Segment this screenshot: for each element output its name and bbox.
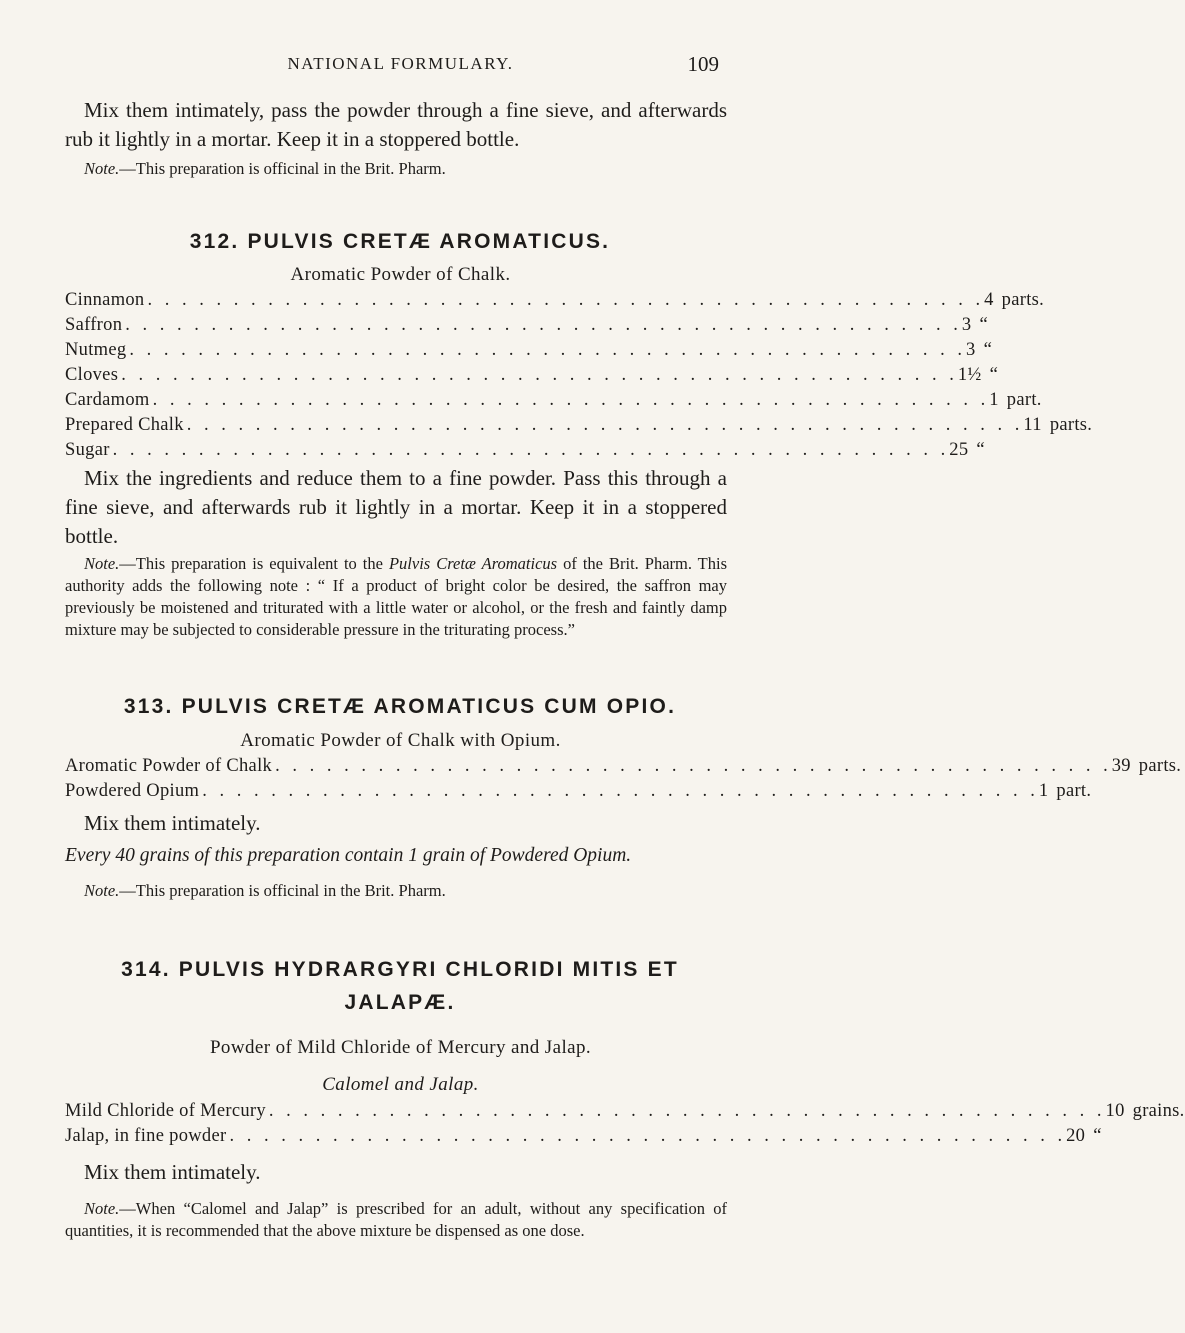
note-text-start: —This preparation is equivalent to the [119,554,389,573]
intro-paragraph: Mix them intimately, pass the powder through a fine sieve, and afterwards rub it lightly in a mortar. Keep it in a stoppered bottle. [65,98,727,151]
ingredient-name: Cardamom [65,390,150,410]
ingredient-name: Jalap, in fine powder [65,1126,227,1146]
section-312-note [65,553,727,641]
ingredient-unit: grains. [1132,1101,1185,1121]
intro-note [65,158,727,180]
section-314-note [65,1198,727,1242]
section-312-subtitle: Aromatic Powder of Chalk. [290,264,511,285]
ingredient-unit: “ [989,365,999,385]
ingredient-quantity: 25 [949,440,969,460]
ingredient-name: Sugar [65,440,110,460]
ingredient-unit: “ [1093,1126,1102,1146]
running-head: NATIONAL FORMULARY. [287,54,514,73]
ingredient-quantity: 3 [966,340,976,360]
section-314-title [40,953,760,1019]
section-313-ingredient-list [65,756,1182,806]
section-314-title-line-2: JALAPÆ. [344,991,456,1014]
ingredient-row [65,340,993,365]
ingredient-quantity: 10 [1105,1101,1125,1121]
ingredient-name: Aromatic Powder of Chalk [65,756,273,776]
ingredient-name: Powdered Opium [65,781,200,801]
ingredient-unit: “ [976,440,985,460]
ingredient-name: Nutmeg [65,340,127,360]
section-313-title: 313. PULVIS CRETÆ AROMATICUS CUM OPIO. [123,695,677,718]
note-label: Note. [84,159,120,178]
leader-dots: . . . . . . . . . . . . . . . . . . . . . . . . . . . . . . . . . . . . . . . . . . . . . . . . . [112,440,950,460]
leader-dots: . . . . . . . . . . . . . . . . . . . . . . . . . . . . . . . . . . . . . . . . . . . . . . . . . [152,390,990,410]
ingredient-name: Cinnamon [65,290,145,310]
note-cited-title: Pulvis Cretæ Aromaticus [388,554,558,573]
ingredient-row [65,1126,1102,1151]
ingredient-row [65,756,1182,781]
leader-dots: . . . . . . . . . . . . . . . . . . . . . . . . . . . . . . . . . . . . . . . . . . . . . . . . . [229,1126,1067,1146]
ingredient-unit: “ [983,340,993,360]
note-text: —This preparation is officinal in the Brit. Pharm. [119,159,446,178]
leader-dots: . . . . . . . . . . . . . . . . . . . . . . . . . . . . . . . . . . . . . . . . . . . . . . . . . [125,315,962,335]
section-313-directions: Mix them intimately. [84,811,261,835]
ingredient-row [65,315,988,340]
ingredient-quantity: 1 [989,390,999,410]
leader-dots: . . . . . . . . . . . . . . . . . . . . . . . . . . . . . . . . . . . . . . . . . . . . . . . . . [268,1101,1106,1121]
ingredient-row [65,1101,1185,1126]
ingredient-quantity: 20 [1066,1126,1086,1146]
section-313-subtitle: Aromatic Powder of Chalk with Opium. [240,730,561,751]
ingredient-unit: part. [1006,390,1042,410]
ingredient-unit: part. [1056,781,1092,801]
section-314-common-name: Calomel and Jalap. [322,1074,479,1095]
ingredient-quantity: 1 [1038,781,1049,801]
note-label: Note. [84,1199,120,1218]
ingredient-row [65,781,1092,806]
ingredient-unit: parts. [1049,415,1093,435]
note-text-end: of the Brit. Pharm. This authority adds the following note : “ If a product of bright color be desired, the saffron may previously be moistened and triturated with a little water or alcohol, or the fresh and faintly damp mixture may be subjected to considerable pressure in the triturating process.” [65,554,728,639]
ingredient-quantity: 1½ [957,365,982,385]
ingredient-unit: parts. [1001,290,1045,310]
ingredient-name: Saffron [65,315,123,335]
ingredient-name: Cloves [65,365,119,385]
page-header [0,52,801,82]
section-314-directions: Mix them intimately. [84,1160,261,1184]
note-text: —This preparation is officinal in the Brit. Pharm. [119,881,446,900]
section-312-ingredient-list [65,290,1093,465]
section-314-subtitle: Powder of Mild Chloride of Mercury and Jalap. [209,1037,592,1058]
ingredient-unit: “ [979,315,988,335]
section-313-note [65,880,727,902]
ingredient-row [65,390,1042,415]
leader-dots: . . . . . . . . . . . . . . . . . . . . . . . . . . . . . . . . . . . . . . . . . . . . . . . . . [129,340,967,360]
leader-dots: . . . . . . . . . . . . . . . . . . . . . . . . . . . . . . . . . . . . . . . . . . . . . . . . . [121,365,958,385]
leader-dots: . . . . . . . . . . . . . . . . . . . . . . . . . . . . . . . . . . . . . . . . . . . . . . . . . [275,756,1112,776]
section-312-title: 312. PULVIS CRETÆ AROMATICUS. [189,230,611,253]
ingredient-quantity: 11 [1023,415,1042,435]
leader-dots: . . . . . . . . . . . . . . . . . . . . . . . . . . . . . . . . . . . . . . . . . . . . . . . . . [202,781,1039,801]
note-label: Note. [84,554,120,573]
ingredient-row [65,365,999,390]
ingredient-quantity: 4 [984,290,994,310]
note-label: Note. [84,881,120,900]
ingredient-quantity: 3 [961,315,972,335]
section-314-title-line-1: 314. PULVIS HYDRARGYRI CHLORIDI MITIS ET [121,958,679,981]
leader-dots: . . . . . . . . . . . . . . . . . . . . . . . . . . . . . . . . . . . . . . . . . . . . . . . . . [147,290,985,310]
ingredient-row [65,415,1093,440]
ingredient-row [65,440,985,465]
section-312-directions: Mix the ingredients and reduce them to a fine powder. Pass this through a fine sieve, and afterwards rub it lightly in a mortar. Keep it in a stoppered bottle. [65,466,727,548]
section-314-ingredient-list [65,1101,1185,1151]
ingredient-name: Prepared Chalk [65,415,184,435]
ingredient-quantity: 39 [1111,756,1131,776]
ingredient-unit: parts. [1138,756,1182,776]
ingredient-row [65,290,1045,315]
ingredient-name: Mild Chloride of Mercury [65,1101,266,1121]
section-313-dosage-line: Every 40 grains of this preparation contain 1 grain of Powdered Opium. [65,845,632,866]
note-text: —When “Calomel and Jalap” is prescribed for an adult, without any specification of quantities, it is recommended that the above mixture be dispensed as one dose. [65,1199,727,1240]
page-number: 109 [687,52,719,76]
leader-dots: . . . . . . . . . . . . . . . . . . . . . . . . . . . . . . . . . . . . . . . . . . . . . . . . . [186,415,1024,435]
